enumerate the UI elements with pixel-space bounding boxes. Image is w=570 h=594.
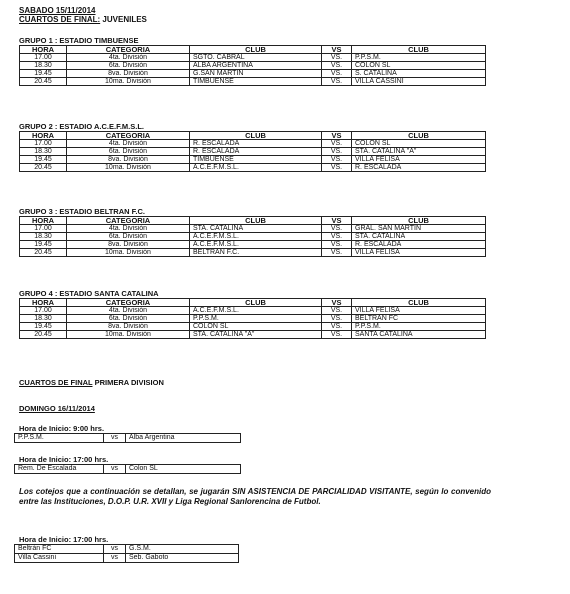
categoria-cell: 8va. División — [67, 70, 190, 78]
table-row — [15, 434, 241, 443]
start-time-label-2: Hora de Inicio: 17:00 hrs. — [19, 455, 109, 464]
group-table-1 — [19, 45, 486, 86]
table-row — [20, 323, 486, 331]
club-home-cell: TIMBUENSE — [190, 78, 322, 86]
club-away-cell: COLON SL — [352, 62, 486, 70]
match-vs: vs — [104, 545, 126, 554]
hora-cell: 17.00 — [20, 225, 67, 233]
column-header: CLUB — [190, 299, 322, 307]
categoria-cell: 6ta. División — [67, 315, 190, 323]
hora-cell: 17.00 — [20, 54, 67, 62]
vs-cell: VS. — [322, 62, 352, 70]
column-header: VS — [322, 217, 352, 225]
club-home-cell: A.C.E.F.M.S.L. — [190, 164, 322, 172]
header-date: SABADO 15/11/2014 — [19, 6, 96, 15]
club-home-cell: STA. CATALINA "A" — [190, 331, 322, 339]
table-row — [20, 307, 486, 315]
categoria-cell: 4ta. División — [67, 307, 190, 315]
table-row — [20, 54, 486, 62]
vs-cell: VS. — [322, 164, 352, 172]
match-away: Seb. Gaboto — [126, 554, 239, 563]
column-header: CATEGORIA — [67, 217, 190, 225]
table-row — [20, 148, 486, 156]
categoria-cell: 4ta. División — [67, 140, 190, 148]
match-table-1 — [14, 433, 241, 443]
match-table-2 — [14, 464, 241, 474]
table-row — [20, 78, 486, 86]
match-vs: vs — [104, 465, 126, 474]
group-title-1: GRUPO 1 : ESTADIO TIMBUENSE — [19, 36, 139, 45]
vs-cell: VS. — [322, 70, 352, 78]
club-away-cell: VILLA CASSINI — [352, 78, 486, 86]
categoria-cell: 4ta. División — [67, 54, 190, 62]
club-away-cell: R. ESCALADA — [352, 164, 486, 172]
categoria-cell: 8va. División — [67, 156, 190, 164]
categoria-cell: 6ta. División — [67, 62, 190, 70]
vs-cell: VS. — [322, 241, 352, 249]
header-stage — [19, 15, 147, 24]
hora-cell: 20.45 — [20, 78, 67, 86]
header-row — [20, 299, 486, 307]
club-away-cell: VILLA FELISA — [352, 249, 486, 257]
vs-cell: VS. — [322, 249, 352, 257]
match-away: Colon SL — [126, 465, 241, 474]
club-away-cell: S. CATALINA — [352, 70, 486, 78]
club-away-cell: GRAL. SAN MARTIN — [352, 225, 486, 233]
categoria-cell: 10ma. División — [67, 249, 190, 257]
table-row — [20, 225, 486, 233]
club-home-cell: P.P.S.M. — [190, 315, 322, 323]
categoria-cell: 4ta. División — [67, 225, 190, 233]
hora-cell: 19.45 — [20, 323, 67, 331]
match-home: Villa Cassini — [15, 554, 104, 563]
categoria-cell: 10ma. División — [67, 164, 190, 172]
column-header: HORA — [20, 46, 67, 54]
club-away-cell: BELTRAN FC — [352, 315, 486, 323]
vs-cell: VS. — [322, 148, 352, 156]
hora-cell: 19.45 — [20, 241, 67, 249]
club-away-cell: SANTA CATALINA — [352, 331, 486, 339]
group-title-3: GRUPO 3 : ESTADIO BELTRAN F.C. — [19, 207, 145, 216]
categoria-cell: 8va. División — [67, 241, 190, 249]
vs-cell: VS. — [322, 315, 352, 323]
club-away-cell: COLON SL — [352, 140, 486, 148]
table-row — [20, 241, 486, 249]
table-row — [20, 70, 486, 78]
club-away-cell: VILLA FELISA — [352, 156, 486, 164]
column-header: CLUB — [190, 217, 322, 225]
hora-cell: 17.00 — [20, 307, 67, 315]
club-away-cell: STA. CATALINA — [352, 233, 486, 241]
column-header: CLUB — [352, 217, 486, 225]
group-title-4: GRUPO 4 : ESTADIO SANTA CATALINA — [19, 289, 159, 298]
column-header: VS — [322, 299, 352, 307]
hora-cell: 19.45 — [20, 156, 67, 164]
notice-paragraph: Los cotejos que a continuación se detallan, se jugarán SIN ASISTENCIA DE PARCIALIDAD VISITANTE, según lo convenido entre las Instituciones, D.O.P. U.R. XVII y Liga Regional Sanlorencina de Futbol. — [19, 487, 491, 506]
primera-title-rest: PRIMERA DIVISION — [92, 378, 164, 387]
table-row — [20, 233, 486, 241]
hora-cell: 18.30 — [20, 62, 67, 70]
column-header: CLUB — [190, 46, 322, 54]
club-home-cell: R. ESCALADA — [190, 148, 322, 156]
categoria-cell: 10ma. División — [67, 331, 190, 339]
match-away: Alba Argentina — [126, 434, 241, 443]
match-home: Beltrán FC — [15, 545, 104, 554]
group-table-2 — [19, 131, 486, 172]
club-home-cell: COLON SL — [190, 323, 322, 331]
match-home: P.P.S.M. — [15, 434, 104, 443]
header-row — [20, 217, 486, 225]
vs-cell: VS. — [322, 331, 352, 339]
header-row — [20, 46, 486, 54]
header-row — [20, 132, 486, 140]
group-title-2: GRUPO 2 : ESTADIO A.C.E.F.M.S.L. — [19, 122, 145, 131]
hora-cell: 18.30 — [20, 148, 67, 156]
vs-cell: VS. — [322, 78, 352, 86]
club-away-cell: P.P.S.M. — [352, 323, 486, 331]
vs-cell: VS. — [322, 140, 352, 148]
vs-cell: VS. — [322, 233, 352, 241]
vs-cell: VS. — [322, 323, 352, 331]
categoria-cell: 10ma. División — [67, 78, 190, 86]
header-category: JUVENILES — [102, 15, 147, 24]
column-header: HORA — [20, 132, 67, 140]
club-away-cell: VILLA FELISA — [352, 307, 486, 315]
match-table-3 — [14, 544, 239, 563]
hora-cell: 20.45 — [20, 331, 67, 339]
table-row — [20, 62, 486, 70]
column-header: CLUB — [352, 46, 486, 54]
column-header: CATEGORIA — [67, 299, 190, 307]
club-home-cell: A.C.E.F.M.S.L. — [190, 241, 322, 249]
primera-title-underlined: CUARTOS DE FINAL — [19, 378, 93, 387]
table-row — [20, 331, 486, 339]
match-vs: vs — [104, 434, 126, 443]
club-home-cell: SGTO. CABRAL — [190, 54, 322, 62]
column-header: VS — [322, 132, 352, 140]
club-home-cell: BELTRAN F.C. — [190, 249, 322, 257]
club-home-cell: A.C.E.F.M.S.L. — [190, 233, 322, 241]
start-time-label-1: Hora de Inicio: 9:00 hrs. — [19, 424, 105, 433]
table-row — [15, 545, 239, 554]
column-header: CLUB — [352, 132, 486, 140]
hora-cell: 19.45 — [20, 70, 67, 78]
column-header: HORA — [20, 299, 67, 307]
vs-cell: VS. — [322, 225, 352, 233]
group-table-4 — [19, 298, 486, 339]
vs-cell: VS. — [322, 156, 352, 164]
club-home-cell: TIMBUENSE — [190, 156, 322, 164]
club-away-cell: P.P.S.M. — [352, 54, 486, 62]
header-stage-label: CUARTOS DE FINAL: — [19, 15, 101, 24]
column-header: HORA — [20, 217, 67, 225]
club-away-cell: R. ESCALADA — [352, 241, 486, 249]
hora-cell: 20.45 — [20, 249, 67, 257]
categoria-cell: 8va. División — [67, 323, 190, 331]
group-table-3 — [19, 216, 486, 257]
table-row — [20, 249, 486, 257]
club-home-cell: ALBA ARGENTINA — [190, 62, 322, 70]
column-header: CLUB — [352, 299, 486, 307]
table-row — [15, 465, 241, 474]
club-away-cell: STA. CATALINA "A" — [352, 148, 486, 156]
table-row — [20, 156, 486, 164]
match-away: G.S.M. — [126, 545, 239, 554]
vs-cell: VS. — [322, 307, 352, 315]
table-row — [20, 164, 486, 172]
match-vs: vs — [104, 554, 126, 563]
column-header: VS — [322, 46, 352, 54]
vs-cell: VS. — [322, 54, 352, 62]
primera-title — [19, 378, 164, 387]
table-row — [20, 315, 486, 323]
club-home-cell: R. ESCALADA — [190, 140, 322, 148]
column-header: CATEGORIA — [67, 46, 190, 54]
column-header: CLUB — [190, 132, 322, 140]
column-header: CATEGORIA — [67, 132, 190, 140]
primera-day-label: DOMINGO 16/11/2014 — [19, 404, 95, 413]
categoria-cell: 6ta. División — [67, 233, 190, 241]
categoria-cell: 6ta. División — [67, 148, 190, 156]
table-row — [20, 140, 486, 148]
club-home-cell: STA. CATALINA — [190, 225, 322, 233]
table-row — [15, 554, 239, 563]
hora-cell: 20.45 — [20, 164, 67, 172]
match-home: Rem. De Escalada — [15, 465, 104, 474]
primera-day — [19, 404, 95, 413]
hora-cell: 18.30 — [20, 233, 67, 241]
club-home-cell: G.SAN MARTIN — [190, 70, 322, 78]
start-time-label-3: Hora de Inicio: 17:00 hrs. — [19, 535, 109, 544]
hora-cell: 17.00 — [20, 140, 67, 148]
club-home-cell: A.C.E.F.M.S.L. — [190, 307, 322, 315]
hora-cell: 18.30 — [20, 315, 67, 323]
